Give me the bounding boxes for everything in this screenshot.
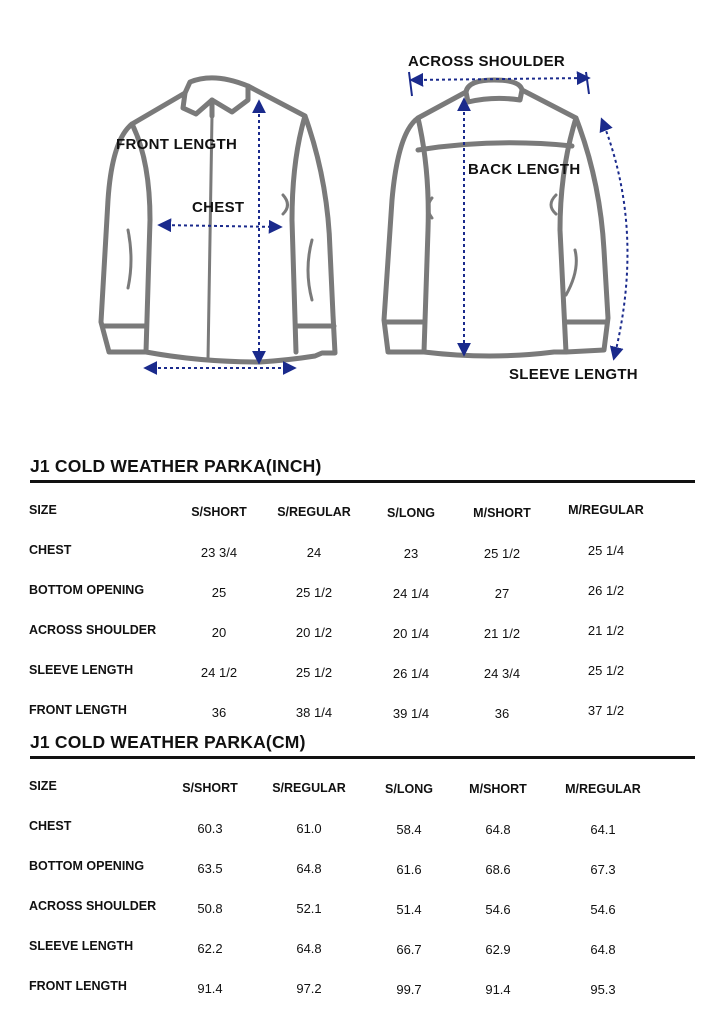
- row-label: FRONT LENGTH: [29, 979, 127, 993]
- table-cell: 20 1/4: [392, 626, 430, 641]
- table-cell: 68.6: [485, 862, 511, 877]
- table-cell: 64.8: [296, 941, 322, 956]
- header-s-regular: S/REGULAR: [272, 781, 346, 795]
- table-cell: 67.3: [590, 862, 616, 877]
- back-shirt-icon: [384, 80, 608, 356]
- row-label: ACROSS SHOULDER: [29, 899, 157, 913]
- table-cell: 25 1/2: [295, 665, 333, 680]
- row-label: BOTTOM OPENING: [29, 859, 145, 873]
- table-cell: 25 1/2: [587, 663, 625, 678]
- table-cell: 60.3: [197, 821, 223, 836]
- table-row: [0, 704, 723, 724]
- table-cell: 91.4: [197, 981, 223, 996]
- table-cell: 39 1/4: [392, 706, 430, 721]
- row-label: BOTTOM OPENING: [29, 583, 145, 597]
- table-cell: 91.4: [485, 982, 511, 997]
- header-m-short: M/SHORT: [473, 506, 531, 520]
- table-cell: 62.2: [197, 941, 223, 956]
- table-row: [0, 584, 723, 604]
- sleeve-length-label: SLEEVE LENGTH: [509, 366, 638, 383]
- header-size: SIZE: [29, 779, 57, 793]
- table-cell: 97.2: [296, 981, 322, 996]
- table-cell: 21 1/2: [483, 626, 521, 641]
- table-cell: 25: [211, 585, 227, 600]
- table-cell: 58.4: [396, 822, 422, 837]
- table-cell: 64.8: [296, 861, 322, 876]
- table-cell: 20: [211, 625, 227, 640]
- row-label: SLEEVE LENGTH: [29, 939, 134, 953]
- table-cell: 20 1/2: [295, 625, 333, 640]
- table-cell: 25 1/2: [295, 585, 333, 600]
- row-label: SLEEVE LENGTH: [29, 663, 134, 677]
- table-cell: 99.7: [396, 982, 422, 997]
- cm-table-title: J1 COLD WEATHER PARKA(CM): [30, 732, 306, 752]
- table-cell: 24 3/4: [483, 666, 521, 681]
- front-length-label: FRONT LENGTH: [116, 136, 238, 153]
- table-cell: 23 3/4: [200, 545, 238, 560]
- measurement-diagram: [0, 0, 723, 400]
- table-cell: 61.6: [396, 862, 422, 877]
- table-cell: 51.4: [396, 902, 422, 917]
- table-header-row: [0, 780, 723, 800]
- header-s-long: S/LONG: [387, 506, 435, 520]
- row-label: ACROSS SHOULDER: [29, 623, 157, 637]
- table-cell: 66.7: [396, 942, 422, 957]
- back-length-label: BACK LENGTH: [468, 161, 581, 178]
- table-cell: 95.3: [590, 982, 616, 997]
- table-row: [0, 940, 723, 960]
- cm-table-divider: [30, 756, 695, 759]
- table-cell: 54.6: [590, 902, 616, 917]
- table-row: [0, 624, 723, 644]
- inch-table-divider: [30, 480, 695, 483]
- table-cell: 21 1/2: [587, 623, 625, 638]
- table-cell: 50.8: [197, 901, 223, 916]
- header-s-short: S/SHORT: [191, 505, 247, 519]
- table-cell: 38 1/4: [295, 705, 333, 720]
- header-m-short: M/SHORT: [469, 782, 527, 796]
- table-cell: 36: [211, 705, 227, 720]
- table-cell: 52.1: [296, 901, 322, 916]
- table-cell: 27: [494, 586, 510, 601]
- table-cell: 24 1/4: [392, 586, 430, 601]
- row-label: CHEST: [29, 543, 72, 557]
- chest-arrow: [160, 225, 280, 227]
- header-s-long: S/LONG: [385, 782, 433, 796]
- table-cell: 24 1/2: [200, 665, 238, 680]
- table-header-row: [0, 504, 723, 524]
- table-row: [0, 664, 723, 684]
- table-cell: 25 1/4: [587, 543, 625, 558]
- table-cell: 61.0: [296, 821, 322, 836]
- header-m-regular: M/REGULAR: [565, 782, 641, 796]
- inch-table-title: J1 COLD WEATHER PARKA(INCH): [30, 456, 322, 476]
- across-shoulder-label: ACROSS SHOULDER: [408, 53, 566, 70]
- table-row: [0, 900, 723, 920]
- table-cell: 25 1/2: [483, 546, 521, 561]
- row-label: FRONT LENGTH: [29, 703, 127, 717]
- table-row: [0, 860, 723, 880]
- table-cell: 24: [306, 545, 322, 560]
- chest-label: CHEST: [192, 199, 245, 216]
- table-cell: 63.5: [197, 861, 223, 876]
- table-cell: 26 1/2: [587, 583, 625, 598]
- header-size: SIZE: [29, 503, 57, 517]
- table-cell: 62.9: [485, 942, 511, 957]
- row-label: CHEST: [29, 819, 72, 833]
- table-row: [0, 820, 723, 840]
- table-cell: 64.8: [590, 942, 616, 957]
- front-shirt-icon: [101, 78, 335, 362]
- table-row: [0, 544, 723, 564]
- table-cell: 64.8: [485, 822, 511, 837]
- table-cell: 64.1: [590, 822, 616, 837]
- table-cell: 37 1/2: [587, 703, 625, 718]
- header-m-regular: M/REGULAR: [568, 503, 644, 517]
- table-cell: 54.6: [485, 902, 511, 917]
- header-s-short: S/SHORT: [182, 781, 238, 795]
- shirt-diagram-svg: [0, 0, 723, 400]
- header-s-regular: S/REGULAR: [277, 505, 351, 519]
- table-cell: 26 1/4: [392, 666, 430, 681]
- table-row: [0, 980, 723, 1000]
- table-cell: 36: [494, 706, 510, 721]
- table-cell: 23: [403, 546, 419, 561]
